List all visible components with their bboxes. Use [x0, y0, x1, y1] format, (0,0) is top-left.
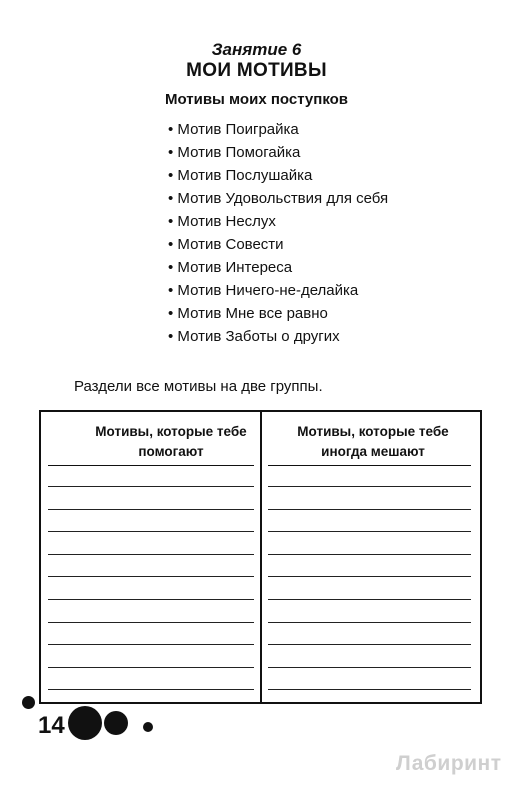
- column-header-hindering: Мотивы, которые тебе иногда мешают: [297, 424, 449, 459]
- ink-blot: [68, 706, 102, 740]
- column-header-helping: Мотивы, которые тебе помогают: [95, 424, 247, 459]
- motive-item: • Мотив Мне все равно: [168, 302, 388, 325]
- header-underline-right: [268, 465, 471, 466]
- writing-line: [268, 531, 471, 532]
- page-title: МОИ МОТИВЫ: [186, 60, 327, 81]
- writing-line: [268, 554, 471, 555]
- writing-line: [268, 486, 471, 487]
- motive-item: • Мотив Совести: [168, 233, 388, 256]
- writing-line: [48, 599, 254, 600]
- writing-line: [48, 644, 254, 645]
- writing-line: [48, 531, 254, 532]
- motive-item: • Мотив Послушайка: [168, 164, 388, 187]
- writing-line: [48, 576, 254, 577]
- sorting-table: [39, 410, 482, 704]
- section-title: Мотивы моих поступков: [164, 91, 349, 108]
- writing-line: [268, 689, 471, 690]
- motive-item: • Мотив Помогайка: [168, 141, 388, 164]
- page-number: 14: [38, 712, 65, 739]
- writing-line: [48, 486, 254, 487]
- ink-blot: [143, 722, 153, 732]
- motive-item: • Мотив Удовольствия для себя: [168, 187, 388, 210]
- motive-item: • Мотив Заботы о других: [168, 325, 388, 348]
- writing-line: [268, 644, 471, 645]
- writing-line: [48, 689, 254, 690]
- writing-line: [268, 599, 471, 600]
- ink-blot: [104, 711, 128, 735]
- writing-line: [268, 509, 471, 510]
- motive-item: • Мотив Ничего-не-делайка: [168, 279, 388, 302]
- motive-list: [168, 118, 388, 348]
- ink-blot: [22, 696, 35, 709]
- lesson-title: Занятие 6: [211, 40, 302, 59]
- writing-line: [268, 667, 471, 668]
- writing-line: [48, 509, 254, 510]
- writing-line: [268, 622, 471, 623]
- instruction-text: Раздели все мотивы на две группы.: [74, 378, 323, 395]
- motive-item: • Мотив Поиграйка: [168, 118, 388, 141]
- writing-line: [48, 667, 254, 668]
- motive-item: • Мотив Неслух: [168, 210, 388, 233]
- writing-line: [48, 554, 254, 555]
- writing-line: [268, 576, 471, 577]
- motive-item: • Мотив Интереса: [168, 256, 388, 279]
- publisher-watermark: Лабиринт: [396, 752, 502, 775]
- writing-line: [48, 622, 254, 623]
- header-underline-left: [48, 465, 254, 466]
